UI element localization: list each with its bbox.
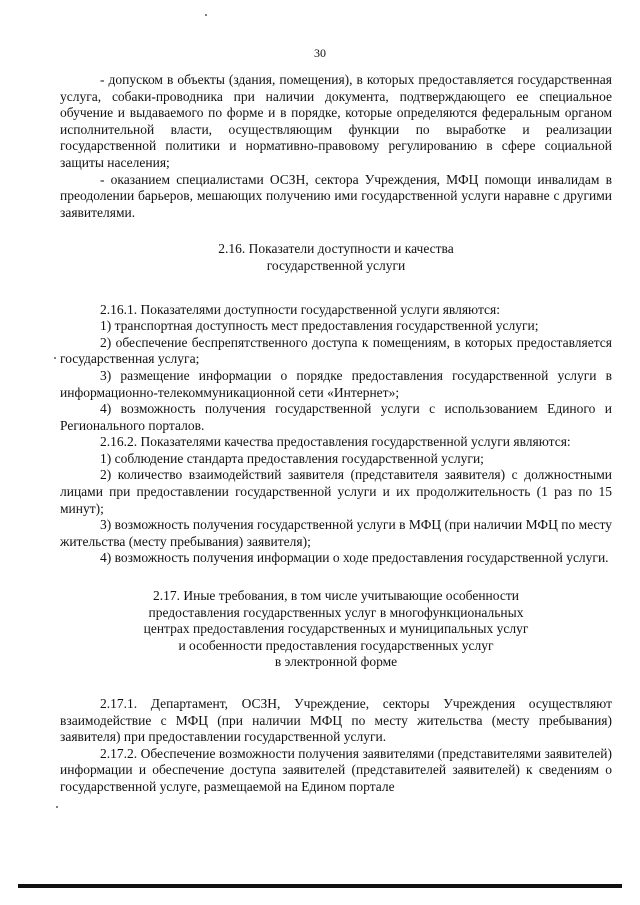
paragraph-2-17-2: 2.17.2. Обеспечение возможности получения заявителями (представителями заявителей) информации и обеспечение доступа заявителей (представителей заявителей) к сведениям о государственной услуге, размещаемой на Едином портале [60, 745, 612, 794]
list-item-mfc-availability: 3) возможность получения государственной услуги в МФЦ (при наличии МФЦ по месту жительства (месту пребывания) заявителя); [60, 517, 612, 549]
scan-speck [54, 357, 56, 359]
section-heading-2-17 [60, 588, 612, 671]
heading-line: в электронной форме [274, 654, 398, 670]
scan-speck [205, 14, 207, 16]
list-item-internet-information: 3) размещение информации о порядке предоставления государственной услуги в информационно-телекоммуникационной сети «Интернет»; [60, 367, 612, 400]
page-number: 30 [314, 46, 326, 60]
section-heading-2-16 [60, 241, 612, 274]
heading-line: центрах предоставления государственных и муниципальных услуг [143, 621, 529, 637]
heading-line: 2.16. Показатели доступности и качества [218, 241, 454, 257]
list-item-interactions-count: 2) количество взаимодействий заявителя (представителя заявителя) с должностными лицами при предоставлении государственной услуги и их продолжительность (1 раз по 15 минут); [60, 467, 612, 516]
paragraph-specialist-assistance: - оказанием специалистами ОСЗН, сектора Учреждения, МФЦ помощи инвалидам в преодолении барьеров, мешающих получению ими государственной услуги наравне с другими заявителями. [60, 171, 612, 220]
list-item-transport-accessibility: 1) транспортная доступность мест предоставления государственной услуги; [100, 318, 539, 334]
paragraph-2-16-1: 2.16.1. Показателями доступности государственной услуги являются: [100, 301, 500, 317]
document-body [60, 72, 612, 796]
heading-line: государственной услуги [266, 257, 406, 273]
list-item-portals: 4) возможность получения государственной услуги с использованием Единого и Регионального порталов. [60, 401, 612, 433]
list-item-standard-compliance: 1) соблюдение стандарта предоставления государственной услуги; [100, 450, 484, 466]
list-item-unobstructed-access: 2) обеспечение беспрепятственного доступа к помещениям, в которых предоставляется государственная услуга; [60, 334, 612, 367]
paragraph-2-17-1: 2.17.1. Департамент, ОСЗН, Учреждение, секторы Учреждения осуществляют взаимодействие с МФЦ (при наличии МФЦ по месту жительства (месту пребывания) заявителя) при предоставлении государственной услуги. [60, 696, 612, 745]
heading-line: и особенности предоставления государственных услуг [178, 637, 494, 653]
heading-line: 2.17. Иные требования, в том числе учитывающие особенности [153, 588, 519, 604]
list-item-progress-information: 4) возможность получения информации о ходе предоставления государственной услуги. [100, 550, 609, 566]
heading-line: предоставления государственных услуг в многофункциональных [148, 604, 524, 620]
paragraph-guide-dog-access: - допуском в объекты (здания, помещения), в которых предоставляется государственная услуга, собаки-проводника при наличии документа, подтверждающего ее специальное обучение и выдаваемого по форме и в порядке, которые определяются федеральным органом исполнительной власти, осуществляющим функции по выработке и реализации государственной политики и нормативно-правовому регулированию в сфере социальной защиты населения; [60, 72, 612, 170]
scan-speck [56, 806, 58, 808]
paragraph-2-16-2: 2.16.2. Показателями качества предоставления государственной услуги являются: [100, 434, 571, 450]
bottom-border-line [18, 884, 622, 888]
